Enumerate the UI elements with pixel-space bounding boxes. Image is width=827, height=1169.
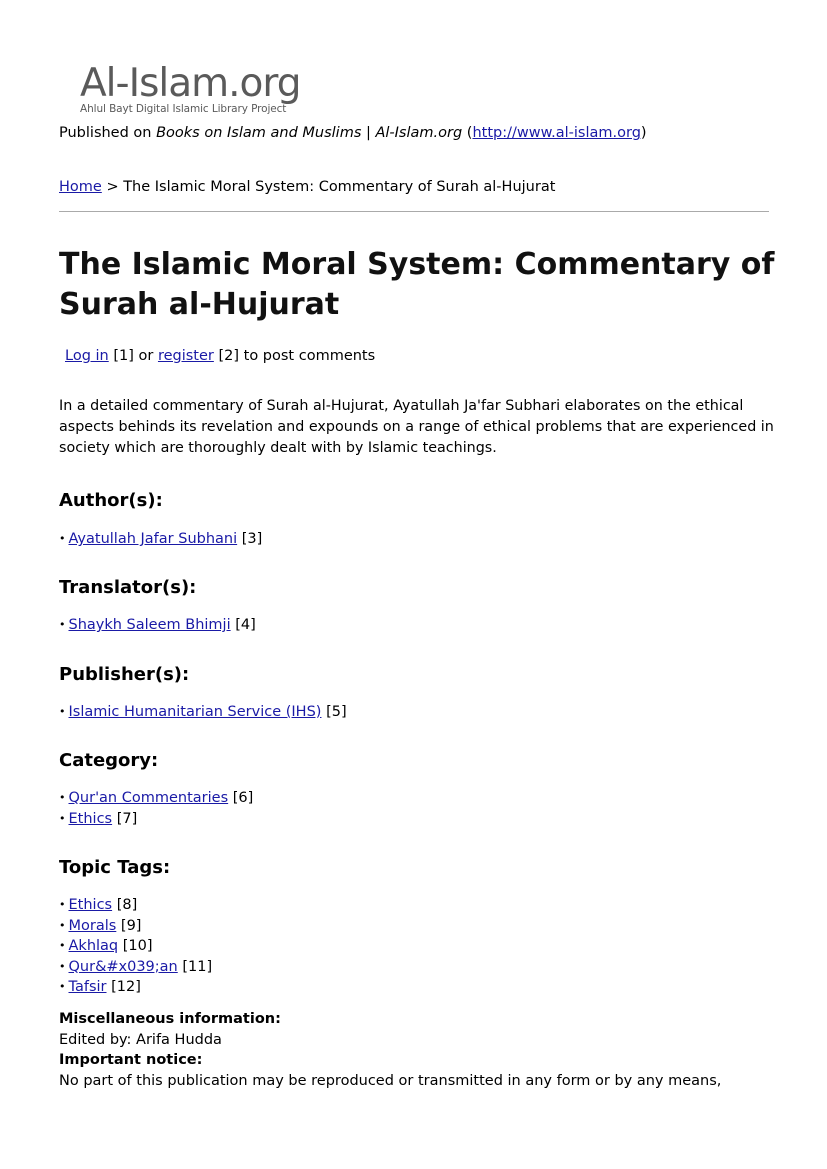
publishers-list: [59, 702, 347, 723]
breadcrumb-separator: >: [106, 179, 119, 195]
header-divider: [59, 211, 769, 212]
list-item: [59, 615, 256, 636]
published-site: Books on Islam and Muslims | Al-Islam.org: [156, 125, 463, 141]
authors-heading: Author(s):: [59, 490, 163, 511]
tag-ref: [11]: [182, 958, 213, 975]
tag-link-tafsir[interactable]: Tafsir: [68, 979, 107, 995]
publishers-heading: Publisher(s):: [59, 664, 190, 685]
publisher-ref: [5]: [326, 704, 347, 720]
published-prefix: Published on: [59, 125, 152, 141]
list-item: [59, 895, 212, 916]
tag-ref: [8]: [116, 897, 138, 913]
tag-ref: [10]: [122, 938, 153, 954]
login-ref: [1]: [113, 348, 134, 364]
list-item: [59, 809, 253, 830]
authors-list: [59, 529, 262, 550]
notice-heading: Important notice:: [59, 1052, 203, 1068]
author-ref: [3]: [241, 531, 263, 547]
list-item: [59, 788, 253, 809]
category-ref: [6]: [232, 790, 254, 806]
translator-ref: [4]: [235, 617, 256, 633]
category-ref: [7]: [116, 810, 138, 827]
register-ref: [2]: [218, 348, 240, 364]
translator-link[interactable]: Shaykh Saleem Bhimji: [68, 617, 231, 633]
edited-by: Edited by: Arifa Hudda: [59, 1031, 222, 1048]
breadcrumb: [59, 179, 555, 195]
login-or: or: [138, 348, 154, 364]
topic-tags-list: [59, 895, 212, 998]
category-heading: Category:: [59, 750, 159, 771]
translators-list: [59, 615, 256, 636]
list-item: [59, 977, 212, 998]
misc-info: [59, 1009, 779, 1091]
category-list: [59, 788, 253, 829]
page-title: The Islamic Moral System: Commentary of Surah al-Hujurat: [59, 247, 775, 322]
tag-ref: [12]: [111, 979, 141, 995]
breadcrumb-home-link[interactable]: Home: [59, 179, 102, 195]
list-item: [59, 957, 212, 978]
list-item: [59, 916, 212, 937]
category-link-commentaries[interactable]: Qur'an Commentaries: [68, 790, 229, 806]
breadcrumb-current: The Islamic Moral System: Commentary of Surah al-Hujurat: [123, 179, 556, 195]
list-item: [59, 702, 347, 723]
tag-ref: [9]: [120, 917, 142, 934]
notice-text: No part of this publication may be reproduced or transmitted in any form or by any means,: [59, 1072, 722, 1089]
logo-wordmark: Al-Islam.org: [80, 61, 301, 106]
site-logo[interactable]: [80, 62, 320, 122]
author-link[interactable]: Ayatullah Jafar Subhani: [68, 531, 238, 547]
translators-heading: Translator(s):: [59, 577, 197, 598]
login-suffix: to post comments: [243, 348, 376, 364]
category-link-ethics[interactable]: Ethics: [68, 810, 113, 827]
book-description: In a detailed commentary of Surah al-Hujurat, Ayatullah Ja'far Subhari elaborates on the ethical aspects behinds its revelation and expounds on a range of ethical problems that are experienced in society which are thoroughly dealt with by Islamic teachings.: [59, 398, 774, 456]
list-item: [59, 529, 262, 550]
published-line: Published on Books on Islam and Muslims | Al-Islam.org (http://www.al-islam.org): [59, 125, 647, 141]
tag-link-morals[interactable]: Morals: [68, 917, 117, 934]
register-link[interactable]: register: [157, 348, 214, 364]
tag-link-quran[interactable]: Qur&#x039;an: [68, 958, 178, 975]
misc-heading: Miscellaneous information:: [59, 1011, 281, 1027]
tag-link-ethics[interactable]: Ethics: [68, 897, 113, 913]
logo-tagline: Ahlul Bayt Digital Islamic Library Project: [80, 103, 287, 115]
site-url-link[interactable]: http://www.al-islam.org: [472, 125, 641, 141]
publisher-link[interactable]: Islamic Humanitarian Service (IHS): [68, 704, 322, 720]
login-link[interactable]: Log in: [65, 348, 109, 364]
tag-link-akhlaq[interactable]: Akhlaq: [68, 938, 119, 954]
login-prompt: [65, 348, 375, 364]
list-item: [59, 936, 212, 957]
topic-tags-heading: Topic Tags:: [59, 857, 171, 878]
